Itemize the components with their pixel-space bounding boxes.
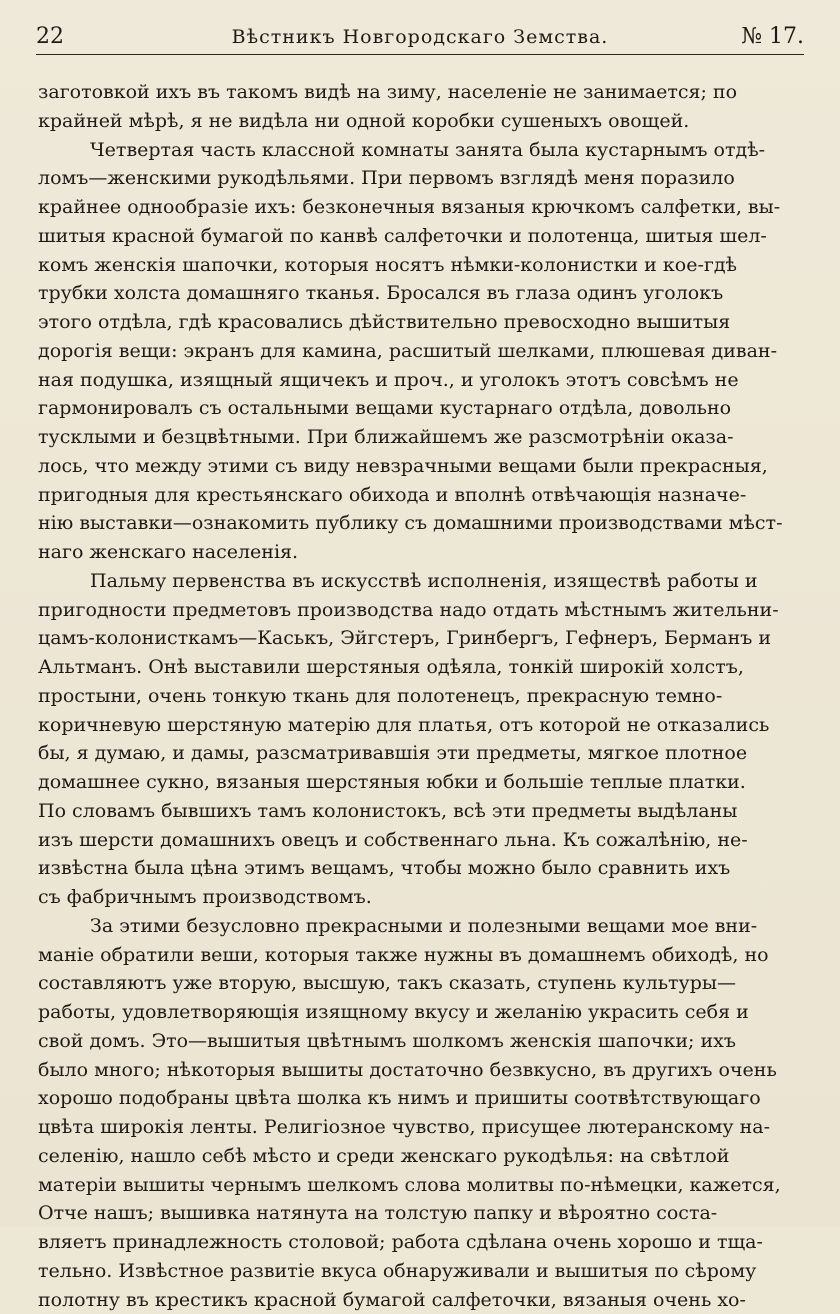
text-line: тусклыми и безцвѣтными. При ближайшемъ же разсмотрѣніи оказа- xyxy=(38,423,808,452)
paragraph xyxy=(38,136,808,567)
text-line: съ фабричнымъ производствомъ. xyxy=(38,883,808,912)
issue-number: № 17. xyxy=(741,24,804,49)
text-line: было много; нѣкоторыя вышиты достаточно безвкусно, въ другихъ очень xyxy=(38,1056,808,1085)
text-line: дорогія вещи: экранъ для камина, расшитый шелками, плюшевая диван- xyxy=(38,337,808,366)
text-line: За этими безусловно прекрасными и полезными вещами мое вни- xyxy=(38,912,808,941)
running-header xyxy=(36,20,804,55)
text-line: матеріи вышиты чернымъ шелкомъ слова молитвы по-нѣмецки, кажется, xyxy=(38,1171,808,1200)
text-line: гармонировалъ съ остальными вещами кустарнаго отдѣла, довольно xyxy=(38,394,808,423)
paragraph xyxy=(38,78,808,136)
text-line: цамъ-колонисткамъ—Каськъ, Эйгстеръ, Гринбергъ, Гефнеръ, Берманъ и xyxy=(38,624,808,653)
text-line: маніе обратили веши, которыя также нужны въ домашнемъ обиходѣ, но xyxy=(38,941,808,970)
text-line: нію выставки—ознакомить публику съ домашними производствами мѣст- xyxy=(38,509,808,538)
text-line: пригодныя для крестьянскаго обихода и вполнѣ отвѣчающія назначе- xyxy=(38,481,808,510)
text-line: извѣстна была цѣна этимъ вещамъ, чтобы можно было сравнить ихъ xyxy=(38,854,808,883)
text-line: цвѣта широкія ленты. Религіозное чувство, присущее лютеранскому на- xyxy=(38,1113,808,1142)
text-line: комъ женскія шапочки, которыя носятъ нѣмки-колонистки и кое-гдѣ xyxy=(38,251,808,280)
text-line: изъ шерсти домашнихъ овецъ и собственнаго льна. Къ сожалѣнію, не- xyxy=(38,826,808,855)
text-line: селенію, нашло себѣ мѣсто и среди женскаго рукодѣлья: на свѣтлой xyxy=(38,1142,808,1171)
text-line: полотну въ крестикъ красной бумагой салфеточки, вязаныя очень хо- xyxy=(38,1286,808,1314)
text-line: тельно. Извѣстное развитіе вкуса обнаруживали и вышитыя по сѣрому xyxy=(38,1257,808,1286)
text-line: пригодности предметовъ производства надо отдать мѣстнымъ жительни- xyxy=(38,596,808,625)
text-line: заготовкой ихъ въ такомъ видѣ на зиму, населеніе не занимается; по xyxy=(38,78,808,107)
text-line: лось, что между этими съ виду невзрачными вещами были прекрасныя, xyxy=(38,452,808,481)
text-line: По словамъ бывшихъ тамъ колонистокъ, всѣ эти предметы выдѣланы xyxy=(38,797,808,826)
text-line: ная подушка, изящный ящичекъ и проч., и уголокъ этотъ совсѣмъ не xyxy=(38,366,808,395)
text-line: крайнее однообразіе ихъ: безконечныя вязаныя крючкомъ салфетки, вы- xyxy=(38,193,808,222)
text-line: Отче нашъ; вышивка натянута на толстую папку и вѣроятно соста- xyxy=(38,1199,808,1228)
paragraph xyxy=(38,567,808,912)
text-line: хорошо подобраны цвѣта шолка къ нимъ и пришиты соотвѣтствующаго xyxy=(38,1084,808,1113)
text-line: Пальму первенства въ искусствѣ исполненія, изяществѣ работы и xyxy=(38,567,808,596)
text-line: Альтманъ. Онѣ выставили шерстяныя одѣяла, тонкій широкій холстъ, xyxy=(38,653,808,682)
text-line: крайней мѣрѣ, я не видѣла ни одной коробки сушеныхъ овощей. xyxy=(38,107,808,136)
article-body xyxy=(38,78,808,1314)
text-line: вляетъ принадлежность столовой; работа сдѣлана очень хорошо и тща- xyxy=(38,1228,808,1257)
paragraph xyxy=(38,912,808,1314)
text-line: ломъ—женскими рукодѣльями. При первомъ взглядѣ меня поразило xyxy=(38,164,808,193)
journal-title: Вѣстникъ Новгородскаго Земства. xyxy=(36,26,804,48)
text-line: работы, удовлетворяющія изящному вкусу и желанію украсить себя и xyxy=(38,998,808,1027)
text-line: домашнее сукно, вязаныя шерстяныя юбки и большіе теплые платки. xyxy=(38,768,808,797)
text-line: этого отдѣла, гдѣ красовались дѣйствительно превосходно вышитыя xyxy=(38,308,808,337)
text-line: простыни, очень тонкую ткань для полотенецъ, прекрасную темно- xyxy=(38,682,808,711)
text-line: трубки холста домашняго тканья. Бросался въ глаза одинъ уголокъ xyxy=(38,279,808,308)
text-line: коричневую шерстяную матерію для платья, отъ которой не отказались xyxy=(38,711,808,740)
text-line: Четвертая часть классной комнаты занята была кустарнымъ отдѣ- xyxy=(38,136,808,165)
text-line: свой домъ. Это—вышитыя цвѣтнымъ шолкомъ женскія шапочки; ихъ xyxy=(38,1027,808,1056)
text-line: шитыя красной бумагой по канвѣ салфеточки и полотенца, шитыя шел- xyxy=(38,222,808,251)
page-number: 22 xyxy=(36,24,64,49)
text-line: составляютъ уже вторую, высшую, такъ сказать, ступень культуры— xyxy=(38,969,808,998)
text-line: наго женскаго населенія. xyxy=(38,538,808,567)
text-line: бы, я думаю, и дамы, разсматривавшія эти предметы, мягкое плотное xyxy=(38,739,808,768)
